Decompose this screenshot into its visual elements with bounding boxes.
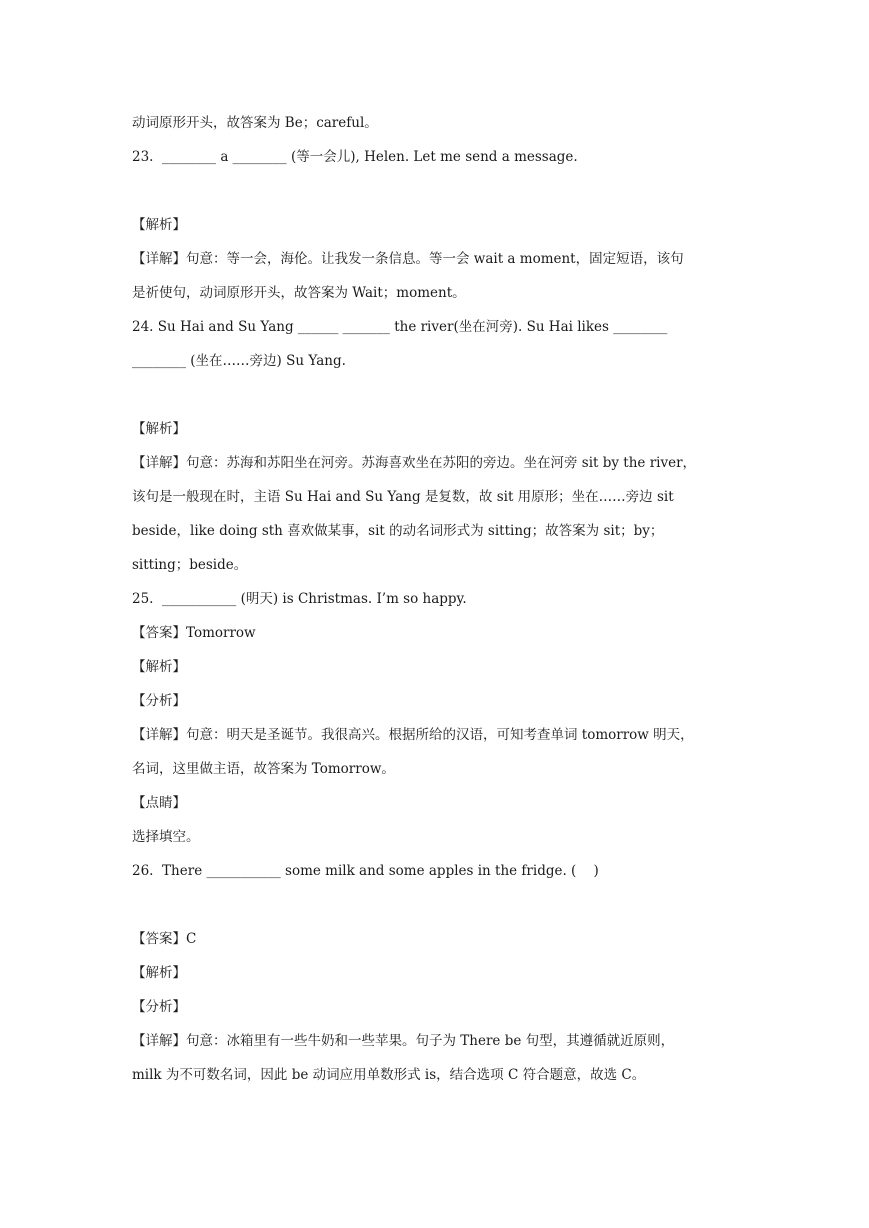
question-24: 24. Su Hai and Su Yang ______ _______ the river(坐在河旁). Su Hai likes ________ (132, 319, 668, 335)
detail-line: 【详解】句意：冰箱里有一些牛奶和一些苹果。句子为 There be 句型，其遵循就近原则， (132, 1033, 675, 1049)
detail-line: 名词，这里做主语，故答案为 Tomorrow。 (132, 761, 395, 777)
detail-line: milk 为不可数名词，因此 be 动词应用单数形式 is，结合选项 C 符合题意，故选 C。 (132, 1067, 646, 1083)
detail-line: 【详解】句意：苏海和苏阳坐在河旁。苏海喜欢坐在苏阳的旁边。坐在河旁 sit by the river， (132, 455, 697, 471)
analysis-label: 【解析】 (132, 421, 186, 437)
detail-line: 【详解】句意：等一会，海伦。让我发一条信息。等一会 wait a moment，固定短语，该句 (132, 251, 684, 267)
question-26: 26. There ___________ some milk and some apples in the fridge. ( ) (132, 863, 599, 879)
analysis-sub-label: 【分析】 (132, 693, 186, 709)
question-25: 25. ___________ (明天) is Christmas. I’m so happy. (132, 591, 467, 607)
answer-line-25: 【答案】Tomorrow (132, 625, 256, 641)
analysis-label: 【解析】 (132, 659, 186, 675)
analysis-label: 【解析】 (132, 965, 186, 981)
question-23: 23. ________ a ________ (等一会儿), Helen. Let me send a message. (132, 149, 578, 165)
analysis-label: 【解析】 (132, 217, 186, 233)
tip-label: 【点睛】 (132, 795, 186, 811)
detail-line: 该句是一般现在时，主语 Su Hai and Su Yang 是复数，故 sit 用原形；坐在……旁边 sit (132, 489, 674, 505)
question-24-cont: ________ (坐在……旁边) Su Yang. (132, 353, 346, 369)
answer-line-23 (132, 174, 738, 208)
detail-line: 【详解】句意：明天是圣诞节。我很高兴。根据所给的汉语，可知考查单词 tomorrow 明天， (132, 727, 694, 743)
text-line: 动词原形开头，故答案为 Be；careful。 (132, 115, 378, 131)
detail-line: 是祈使句，动词原形开头，故答案为 Wait；moment。 (132, 285, 466, 301)
answer-line-26: 【答案】C (132, 931, 197, 947)
document-body (132, 106, 738, 1092)
answer-line-24 (132, 378, 738, 412)
detail-line: sitting；beside。 (132, 557, 248, 573)
tip-text: 选择填空。 (132, 829, 200, 845)
analysis-sub-label: 【分析】 (132, 999, 186, 1015)
options-line-26 (132, 888, 738, 922)
detail-line: beside，like doing sth 喜欢做某事，sit 的动名词形式为 sitting；故答案为 sit；by； (132, 523, 664, 539)
